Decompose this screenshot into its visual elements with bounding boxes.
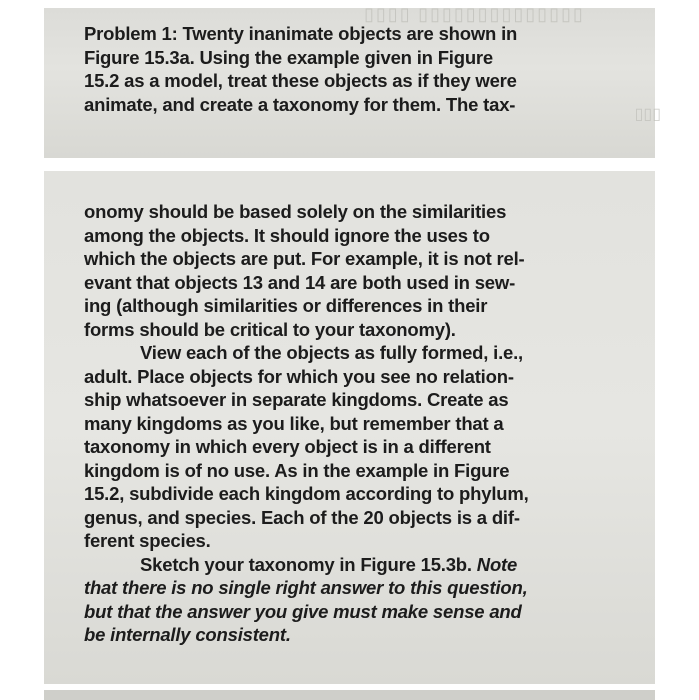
problem-intro-text [84, 22, 624, 116]
text-line: Sketch your taxonomy in Figure 15.3b. Note [140, 553, 518, 575]
bleed-through-mark: ▯▯▯ [634, 106, 661, 123]
text-line: 15.2, subdivide each kingdom according to phylum, [84, 483, 529, 504]
paragraph-2 [84, 341, 594, 553]
text-line: Figure 15.3a. Using the example given in Figure [84, 46, 494, 68]
text-line: evant that objects 13 and 14 are both used in sew- [84, 271, 516, 293]
paragraph-1 [84, 200, 594, 341]
text-line: Problem 1: Twenty inanimate objects are shown in [84, 23, 518, 44]
text-line: View each of the objects as fully formed, i.e., [140, 342, 523, 363]
problem-label: Problem 1: [84, 23, 178, 44]
problem-continuation-text [84, 200, 594, 647]
next-excerpt-edge [44, 690, 655, 700]
text-line: among the objects. It should ignore the uses to [84, 224, 490, 246]
text-line: ferent species. [84, 530, 211, 551]
text-line: onomy should be based solely on the similarities [84, 201, 507, 222]
text-line: forms should be critical to your taxonomy). [84, 318, 456, 340]
text-line: which the objects are put. For example, it is not rel- [84, 248, 525, 269]
text-line: adult. Place objects for which you see no relation- [84, 365, 514, 387]
text-line: taxonomy in which every object is in a different [84, 436, 491, 457]
text-line: genus, and species. Each of the 20 objects is a dif- [84, 506, 520, 528]
text-line: many kingdoms as you like, but remember that a [84, 412, 504, 434]
text-line: but that the answer you give must make sense and [84, 600, 522, 622]
bleed-through-mark: ▯▯▯▯ ▯▯▯▯▯▯▯▯▯▯▯▯▯▯ [364, 4, 585, 24]
text-line: that there is no single right answer to this question, [84, 577, 528, 598]
text-line: kingdom is of no use. As in the example in Figure [84, 459, 510, 481]
text-line: be internally consistent. [84, 624, 291, 645]
text-line: ing (although similarities or differences in their [84, 295, 488, 316]
text-line: 15.2 as a model, treat these objects as if they were [84, 70, 517, 91]
text-line: animate, and create a taxonomy for them. The tax- [84, 93, 516, 115]
bottom-excerpt-panel [44, 171, 655, 684]
paragraph-3 [84, 553, 594, 647]
top-excerpt-panel [44, 4, 661, 158]
text-line: ship whatsoever in separate kingdoms. Create as [84, 389, 509, 410]
